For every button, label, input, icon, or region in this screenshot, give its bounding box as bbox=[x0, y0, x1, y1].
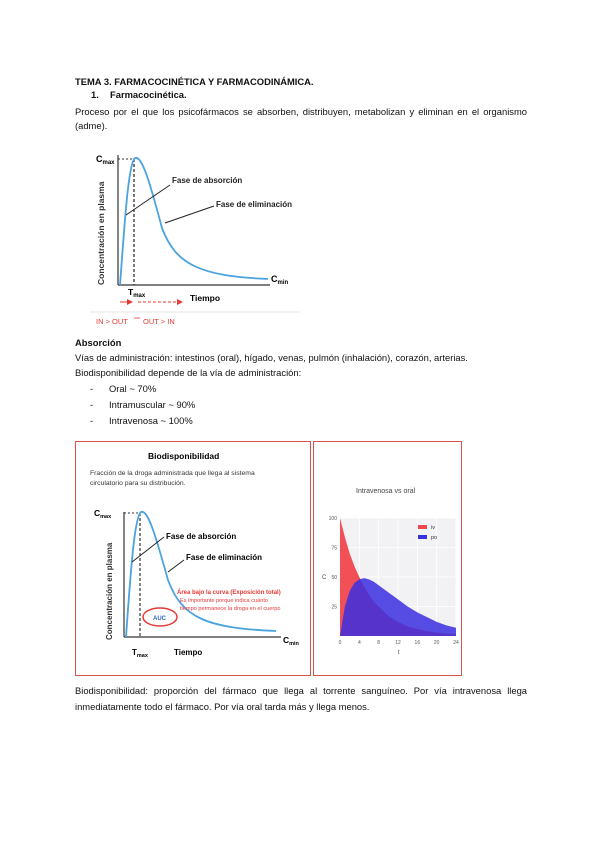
x-axis-label: Tiempo bbox=[190, 293, 221, 303]
absorption-label: Fase de absorción bbox=[172, 176, 243, 185]
absorption-label: Fase de absorción bbox=[166, 532, 237, 541]
section-title: Farmacocinética. bbox=[110, 89, 187, 100]
cmax-label: $C_{max}$ bbox=[94, 508, 112, 520]
x-axis-label: Tiempo bbox=[174, 648, 203, 657]
in-out-label: IN > OUT bbox=[96, 317, 128, 326]
x-tick-label: 4 bbox=[357, 640, 361, 646]
auc-desc-1: Es importante porque indica cuánto bbox=[180, 598, 269, 604]
pk-curve-figure bbox=[90, 143, 305, 328]
x-tick-label: 8 bbox=[377, 640, 381, 646]
list-dash: - bbox=[90, 415, 94, 426]
iv-vs-oral-chart bbox=[314, 442, 461, 675]
list-dash: - bbox=[90, 399, 94, 410]
panel-desc-1: Fracción de la droga administrada que llega al sistema bbox=[90, 470, 255, 477]
out-in-label: OUT > IN bbox=[143, 317, 175, 326]
panel-desc-2: circulatorio para su distribución. bbox=[90, 480, 186, 487]
y-tick-label: 75 bbox=[331, 545, 337, 552]
auc-desc-2: tiempo permanece la droga en el cuerpo bbox=[180, 606, 281, 612]
y-tick-label: 25 bbox=[331, 604, 337, 611]
legend-label-po: po bbox=[431, 535, 438, 541]
panel-title: Biodisponibilidad bbox=[148, 451, 220, 461]
list-item-intramuscular: Intramuscular ~ 90% bbox=[109, 399, 196, 410]
legend-swatch-po bbox=[418, 535, 427, 539]
x-tick-label: 0 bbox=[338, 640, 342, 646]
intro-paragraph: Proceso por el que los psicofármacos se absorben, distribuyen, metabolizan y eliminan en el organismo (adme). bbox=[75, 106, 527, 131]
bioavailability-panel bbox=[75, 441, 311, 676]
y-axis-label: Concentración en plasma bbox=[96, 181, 106, 285]
cmax-label: $C_{max}$ bbox=[96, 154, 115, 166]
y-axis-label: C bbox=[322, 575, 327, 581]
chart-title: Intravenosa vs oral bbox=[356, 488, 416, 495]
cmin-label: $C_{min}$ bbox=[283, 635, 299, 647]
list-dash: - bbox=[90, 383, 94, 394]
x-tick-label: 24 bbox=[453, 640, 459, 646]
y-tick-label: 50 bbox=[331, 575, 337, 581]
section-absorcion-title: Absorción bbox=[75, 337, 122, 348]
y-axis-label: Concentración en plasma bbox=[105, 542, 114, 640]
list-item-oral: Oral ~ 70% bbox=[109, 383, 157, 394]
vias-paragraph: Vías de administración: intestinos (oral), hígado, venas, pulmón (inhalación), corazón, arterias. bbox=[75, 352, 468, 363]
section-number: 1. bbox=[91, 89, 99, 100]
page-title: TEMA 3. FARMACOCINÉTICA Y FARMACODINÁMICA. bbox=[75, 76, 314, 87]
x-tick-label: 16 bbox=[414, 640, 421, 646]
list-item-intravenosa: Intravenosa ~ 100% bbox=[109, 415, 193, 426]
bioavailability-paragraph: Biodisponibilidad: proporción del fármaco que llega al torrente sanguíneo. Por vía intravenosa llega inmediatamente todo el fármaco. Por vía oral tarda más y llega menos. bbox=[75, 685, 527, 712]
legend-label-iv: iv bbox=[431, 525, 435, 531]
concentration-curve bbox=[126, 512, 276, 637]
iv-vs-oral-panel bbox=[313, 441, 462, 676]
auc-title: Área bajo la curva (Exposición total) bbox=[177, 590, 281, 596]
x-axis-label: t bbox=[398, 650, 400, 656]
y-tick-label: 100 bbox=[328, 516, 337, 522]
elimination-label: Fase de eliminación bbox=[216, 200, 293, 209]
x-tick-label: 20 bbox=[433, 640, 440, 646]
auc-label: AUC bbox=[153, 616, 166, 622]
cmin-label: $C_{min}$ bbox=[271, 274, 289, 286]
x-tick-label: 12 bbox=[395, 640, 401, 646]
legend-swatch-iv bbox=[418, 525, 427, 529]
tmax-label: $T_{max}$ bbox=[128, 287, 146, 299]
tmax-label: $T_{max}$ bbox=[132, 648, 148, 659]
elimination-label: Fase de eliminación bbox=[186, 553, 263, 562]
depende-paragraph: Biodisponibilidad depende de la vía de administración: bbox=[75, 367, 302, 378]
